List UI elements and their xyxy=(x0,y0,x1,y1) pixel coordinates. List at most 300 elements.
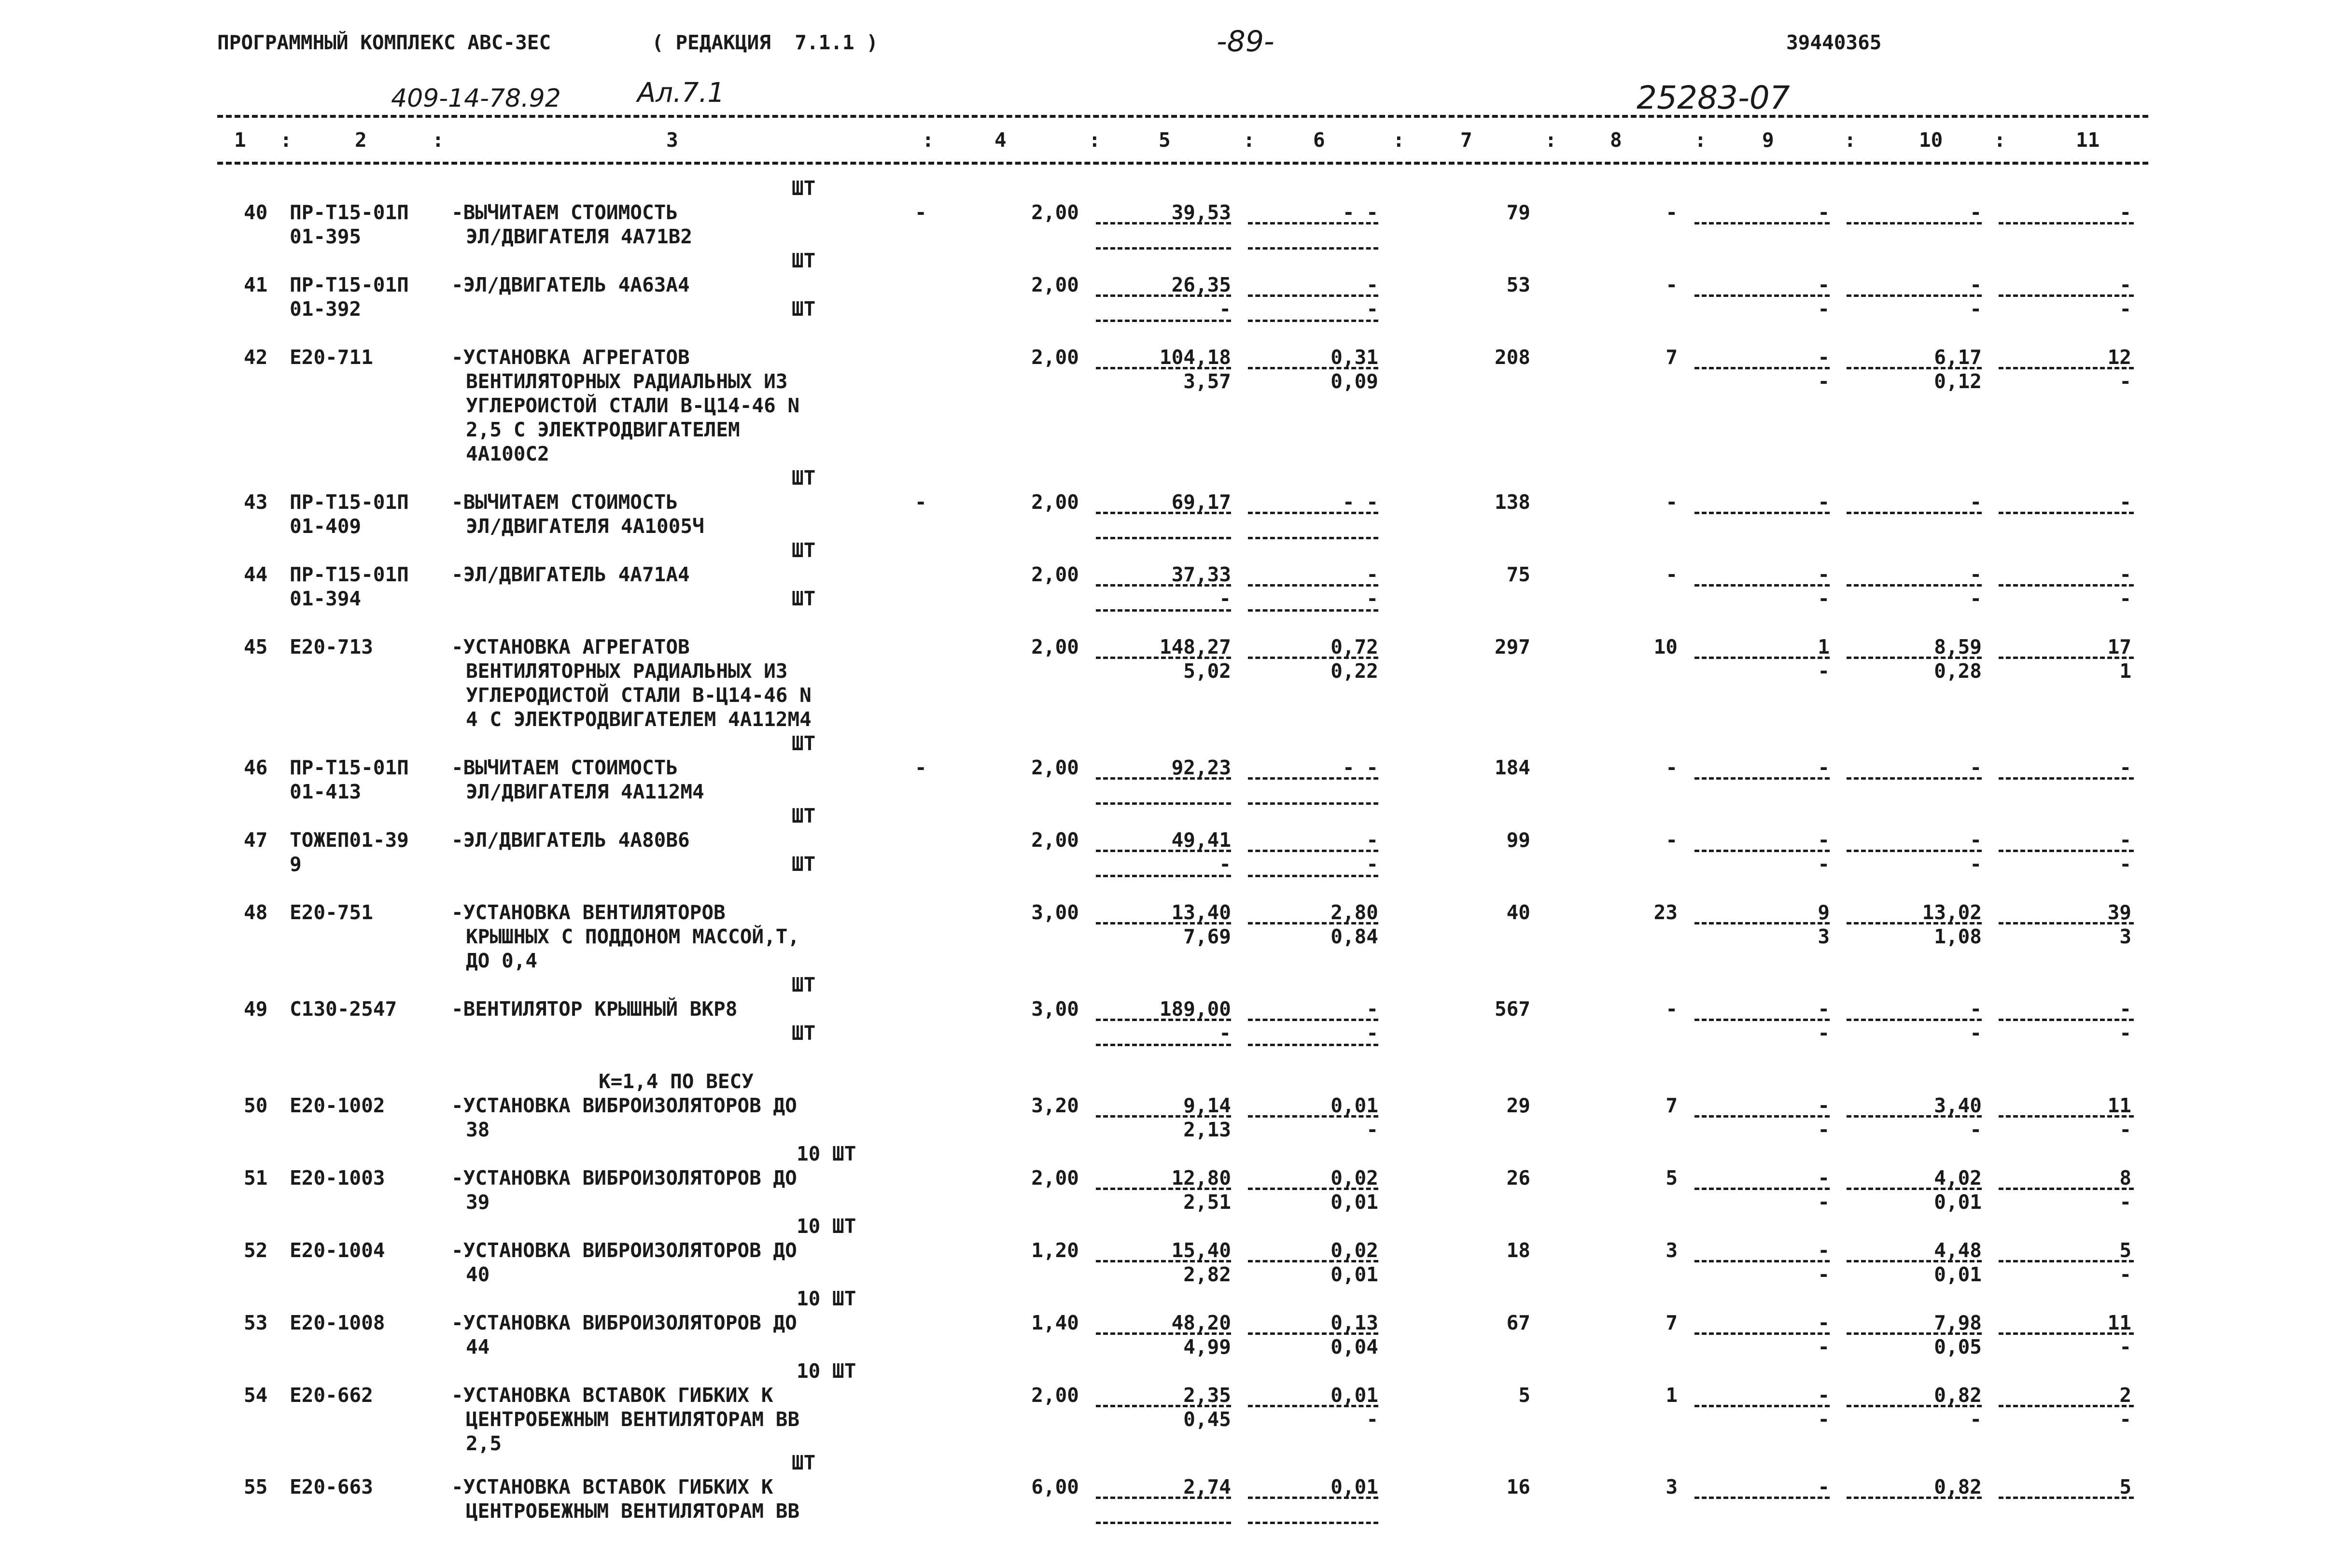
cell-rule xyxy=(1847,777,1982,780)
cell-c6: - - xyxy=(1342,490,1378,514)
rate-code: ПР-Т15-01П xyxy=(290,756,409,779)
cell-rule xyxy=(1096,1332,1231,1335)
cell-c6b: 0,01 xyxy=(1330,1263,1378,1286)
sheet-number-handwritten: 25283-07 xyxy=(1637,79,1790,116)
work-description: ЭЛ/ДВИГАТЕЛЯ 4А1005Ч xyxy=(466,515,704,538)
cell-c6: 0,13 xyxy=(1330,1311,1378,1334)
cell-c6: 0,02 xyxy=(1330,1239,1378,1262)
cell-c6: 0,01 xyxy=(1330,1384,1378,1407)
row-number: 44 xyxy=(244,563,268,586)
cell-c9b: - xyxy=(1818,1118,1830,1141)
cell-rule xyxy=(1248,1332,1378,1335)
cell-c9b: - xyxy=(1818,1263,1830,1286)
cell-rule xyxy=(1248,1405,1378,1407)
column-header-5: 5 xyxy=(1159,128,1171,152)
work-description: ВЕНТИЛЯТОРНЫХ РАДИАЛЬНЫХ ИЗ xyxy=(466,370,788,393)
header-rule-bottom xyxy=(217,162,2148,165)
cell-rule xyxy=(1248,1497,1378,1499)
column-separator: : xyxy=(1545,128,1557,152)
cell-c8: - xyxy=(1666,828,1678,852)
column-header-2: 2 xyxy=(355,128,367,152)
rate-code: ПР-Т15-01П xyxy=(290,273,409,296)
cell-c4: 3,20 xyxy=(1031,1094,1079,1117)
cell-c10b: - xyxy=(1970,587,1982,610)
cell-c11: 39 xyxy=(2107,901,2131,924)
cell-c5: 9,14 xyxy=(1183,1094,1231,1117)
cell-c6: - xyxy=(1366,828,1378,852)
doc-number-handwritten: 409-14-78.92 xyxy=(391,84,561,113)
cell-rule xyxy=(1096,609,1231,612)
cell-c5: 48,20 xyxy=(1171,1311,1231,1334)
cell-c10b: - xyxy=(1970,1022,1982,1045)
cell-c10: - xyxy=(1970,997,1982,1021)
cell-c5: 2,74 xyxy=(1183,1475,1231,1498)
cell-c10: - xyxy=(1970,490,1982,514)
cell-c10: 4,02 xyxy=(1934,1166,1982,1190)
rate-code: ПР-Т15-01П xyxy=(290,563,409,586)
cell-c9: - xyxy=(1818,1166,1830,1190)
cell-c7: 79 xyxy=(1506,201,1530,224)
column-header-1: 1 xyxy=(234,128,246,152)
cell-c11b: 1 xyxy=(2119,659,2131,683)
work-description: 4А100С2 xyxy=(466,442,549,465)
cell-rule xyxy=(1847,1188,1982,1190)
unit-label: К=1,4 ПО ВЕСУ xyxy=(599,1070,754,1093)
cell-c9: - xyxy=(1818,1094,1830,1117)
cell-c8: - xyxy=(1666,490,1678,514)
unit-label: ШТ xyxy=(792,466,816,490)
cell-c9: - xyxy=(1818,490,1830,514)
unit-label: 10 ШТ xyxy=(797,1359,856,1383)
work-description: -УСТАНОВКА АГРЕГАТОВ xyxy=(451,346,690,369)
cell-rule xyxy=(1096,294,1231,297)
column-separator: : xyxy=(1089,128,1101,152)
work-description: 38 xyxy=(466,1118,490,1141)
rate-code: Е20-711 xyxy=(290,346,373,369)
cell-rule xyxy=(1999,222,2134,224)
cell-c11b: - xyxy=(2119,853,2131,876)
unit-label: ШТ xyxy=(792,539,816,562)
cell-c9: - xyxy=(1818,997,1830,1021)
cell-rule xyxy=(1096,537,1231,539)
column-header-6: 6 xyxy=(1313,128,1325,152)
cell-rule xyxy=(1847,222,1982,224)
cell-rule xyxy=(1694,922,1830,924)
cell-c5: 15,40 xyxy=(1171,1239,1231,1262)
cell-c6: 0,01 xyxy=(1330,1094,1378,1117)
column-separator: : xyxy=(1393,128,1405,152)
cell-rule xyxy=(1847,850,1982,852)
cell-c10: 6,17 xyxy=(1934,346,1982,369)
unit-label: ШТ xyxy=(792,1451,816,1474)
cell-c11b: - xyxy=(2119,297,2131,321)
cell-c4: 2,00 xyxy=(1031,756,1079,779)
cell-c5: 37,33 xyxy=(1171,563,1231,586)
cell-rule xyxy=(1096,777,1231,780)
cell-rule xyxy=(1096,802,1231,805)
cell-rule xyxy=(1694,294,1830,297)
cell-rule xyxy=(1694,367,1830,369)
cell-c4: 2,00 xyxy=(1031,1166,1079,1190)
column-header-9: 9 xyxy=(1762,128,1774,152)
cell-c10: 8,59 xyxy=(1934,635,1982,658)
cell-c10: - xyxy=(1970,273,1982,296)
cell-c5: 12,80 xyxy=(1171,1166,1231,1190)
cell-c7: 297 xyxy=(1494,635,1530,658)
cell-c11: - xyxy=(2119,490,2131,514)
cell-c7: 208 xyxy=(1494,346,1530,369)
cell-c5: 189,00 xyxy=(1159,997,1231,1021)
cell-c8: 23 xyxy=(1653,901,1678,924)
cell-c5b: 2,51 xyxy=(1183,1190,1231,1214)
cell-rule xyxy=(1694,512,1830,514)
cell-c10b: - xyxy=(1970,1408,1982,1431)
work-description: -УСТАНОВКА АГРЕГАТОВ xyxy=(451,635,690,658)
work-description: КРЫШНЫХ С ПОДДОНОМ МАССОЙ,Т, xyxy=(466,925,800,948)
work-description: ЭЛ/ДВИГАТЕЛЯ 4А71В2 xyxy=(466,225,692,248)
column-separator: : xyxy=(432,128,444,152)
cell-c5: 13,40 xyxy=(1171,901,1231,924)
cell-rule xyxy=(1096,850,1231,852)
work-description: ДО 0,4 xyxy=(466,949,538,972)
cell-c11b: - xyxy=(2119,1118,2131,1141)
cell-rule xyxy=(1847,367,1982,369)
header-rule-top xyxy=(217,115,2148,118)
cell-rule xyxy=(1999,850,2134,852)
cell-c6b: 0,01 xyxy=(1330,1190,1378,1214)
cell-c5b: 7,69 xyxy=(1183,925,1231,948)
cell-c7: 53 xyxy=(1506,273,1530,296)
work-description: -УСТАНОВКА ВСТАВОК ГИБКИХ К xyxy=(451,1475,773,1498)
rate-code: ТОЖЕП01-39 xyxy=(290,828,409,852)
cell-rule xyxy=(1248,609,1378,612)
rate-code: Е20-1003 xyxy=(290,1166,385,1190)
row-number: 46 xyxy=(244,756,268,779)
deduct-sign: - xyxy=(915,490,927,514)
cell-c10b: 0,12 xyxy=(1934,370,1982,393)
cell-rule xyxy=(1694,1260,1830,1262)
cell-c5b: - xyxy=(1219,853,1231,876)
row-number: 42 xyxy=(244,346,268,369)
cell-c11b: 3 xyxy=(2119,925,2131,948)
cell-c9b: - xyxy=(1818,297,1830,321)
cell-c7: 99 xyxy=(1506,828,1530,852)
cell-c8: - xyxy=(1666,201,1678,224)
cell-rule xyxy=(1096,657,1231,659)
cell-c7: 67 xyxy=(1506,1311,1530,1334)
cell-c5: 39,53 xyxy=(1171,201,1231,224)
cell-c4: 6,00 xyxy=(1031,1475,1079,1498)
column-header-7: 7 xyxy=(1460,128,1472,152)
cell-c10b: 0,01 xyxy=(1934,1263,1982,1286)
unit-label: ШТ xyxy=(792,1022,816,1045)
cell-c8: - xyxy=(1666,273,1678,296)
row-number: 41 xyxy=(244,273,268,296)
cell-rule xyxy=(1248,1019,1378,1021)
cell-rule xyxy=(1248,1522,1378,1524)
cell-c4: 1,40 xyxy=(1031,1311,1079,1334)
cell-rule xyxy=(1694,1115,1830,1118)
cell-c11: 17 xyxy=(2107,635,2131,658)
rate-code-cont: 01-409 xyxy=(290,515,362,538)
cell-rule xyxy=(1096,247,1231,250)
cell-rule xyxy=(1847,1405,1982,1407)
cell-c11: 11 xyxy=(2107,1311,2131,1334)
cell-rule xyxy=(1999,367,2134,369)
rate-code: Е20-713 xyxy=(290,635,373,658)
cell-c5: 69,17 xyxy=(1171,490,1231,514)
cell-c10b: - xyxy=(1970,297,1982,321)
cell-rule xyxy=(1096,367,1231,369)
cell-c11: - xyxy=(2119,273,2131,296)
column-header-4: 4 xyxy=(994,128,1007,152)
work-description: -ЭЛ/ДВИГАТЕЛЬ 4А63А4 xyxy=(451,273,690,296)
cell-rule xyxy=(1999,1497,2134,1499)
cell-rule xyxy=(1999,584,2134,587)
cell-c9: - xyxy=(1818,1384,1830,1407)
work-description: 4 С ЭЛЕКТРОДВИГАТЕЛЕМ 4А112М4 xyxy=(466,708,812,731)
cell-rule xyxy=(1847,922,1982,924)
cell-rule xyxy=(1999,1332,2134,1335)
unit-label: ШТ xyxy=(792,853,816,876)
unit-label: ШТ xyxy=(792,177,816,200)
work-description: 44 xyxy=(466,1335,490,1358)
cell-c10: 7,98 xyxy=(1934,1311,1982,1334)
cell-rule xyxy=(1999,922,2134,924)
cell-rule xyxy=(1694,222,1830,224)
work-description: 39 xyxy=(466,1190,490,1214)
cell-c8: 7 xyxy=(1666,1094,1678,1117)
work-description: -УСТАНОВКА ВИБРОИЗОЛЯТОРОВ ДО xyxy=(451,1166,797,1190)
work-description: ВЕНТИЛЯТОРНЫХ РАДИАЛЬНЫХ ИЗ xyxy=(466,659,788,683)
column-header-11: 11 xyxy=(2076,128,2100,152)
cell-rule xyxy=(1847,657,1982,659)
work-description: 2,5 xyxy=(466,1432,502,1455)
cell-c9: - xyxy=(1818,1311,1830,1334)
cell-c9: - xyxy=(1818,201,1830,224)
cell-rule xyxy=(1694,850,1830,852)
cell-rule xyxy=(1096,584,1231,587)
page-number: -89- xyxy=(1217,25,1274,58)
cell-c10b: - xyxy=(1970,853,1982,876)
unit-label: ШТ xyxy=(792,587,816,610)
cell-c10: - xyxy=(1970,828,1982,852)
cell-rule xyxy=(1847,1497,1982,1499)
cell-c8: 5 xyxy=(1666,1166,1678,1190)
rate-code: Е20-1008 xyxy=(290,1311,385,1334)
cell-rule xyxy=(1248,802,1378,805)
cell-c4: 2,00 xyxy=(1031,273,1079,296)
unit-label: 10 ШТ xyxy=(797,1215,856,1238)
cell-c6b: 0,84 xyxy=(1330,925,1378,948)
rate-code: С130-2547 xyxy=(290,997,397,1021)
cell-rule xyxy=(1096,512,1231,514)
work-description: ЦЕНТРОБЕЖНЫМ ВЕНТИЛЯТОРАМ ВВ xyxy=(466,1408,800,1431)
cell-rule xyxy=(1248,1188,1378,1190)
cell-c4: 2,00 xyxy=(1031,1384,1079,1407)
cell-rule xyxy=(1248,657,1378,659)
cell-c9: 1 xyxy=(1818,635,1830,658)
cell-c9b: - xyxy=(1818,853,1830,876)
work-description: 2,5 С ЭЛЕКТРОДВИГАТЕЛЕМ xyxy=(466,418,740,441)
cell-c6: 0,31 xyxy=(1330,346,1378,369)
cell-rule xyxy=(1248,584,1378,587)
cell-c9b: - xyxy=(1818,659,1830,683)
cell-c6: - - xyxy=(1342,201,1378,224)
cell-rule xyxy=(1694,657,1830,659)
cell-c6b: - xyxy=(1366,1118,1378,1141)
cell-c11b: - xyxy=(2119,1408,2131,1431)
cell-rule xyxy=(1248,320,1378,322)
cell-c4: 1,20 xyxy=(1031,1239,1079,1262)
cell-c9: - xyxy=(1818,756,1830,779)
rate-code-cont: 01-394 xyxy=(290,587,362,610)
cell-rule xyxy=(1248,247,1378,250)
cell-c5: 49,41 xyxy=(1171,828,1231,852)
cell-c10: - xyxy=(1970,201,1982,224)
column-header-10: 10 xyxy=(1919,128,1943,152)
work-description: -ЭЛ/ДВИГАТЕЛЬ 4А71А4 xyxy=(451,563,690,586)
row-number: 53 xyxy=(244,1311,268,1334)
cell-c8: - xyxy=(1666,997,1678,1021)
cell-c6b: 0,09 xyxy=(1330,370,1378,393)
cell-rule xyxy=(1694,1332,1830,1335)
cell-c5b: 2,13 xyxy=(1183,1118,1231,1141)
column-header-3: 3 xyxy=(666,128,678,152)
work-description: -ВЫЧИТАЕМ СТОИМОСТЬ xyxy=(451,756,678,779)
rate-code: Е20-662 xyxy=(290,1384,373,1407)
rate-code-cont: 9 xyxy=(290,853,302,876)
cell-c4: 2,00 xyxy=(1031,828,1079,852)
cell-c4: 2,00 xyxy=(1031,635,1079,658)
column-separator: : xyxy=(280,128,292,152)
cell-rule xyxy=(1999,1260,2134,1262)
cell-c7: 75 xyxy=(1506,563,1530,586)
cell-c8: 1 xyxy=(1666,1384,1678,1407)
cell-c4: 2,00 xyxy=(1031,563,1079,586)
cell-c10: 0,82 xyxy=(1934,1475,1982,1498)
cell-c7: 567 xyxy=(1494,997,1530,1021)
column-separator: : xyxy=(1243,128,1255,152)
cell-rule xyxy=(1694,584,1830,587)
cell-c5: 148,27 xyxy=(1159,635,1231,658)
row-number: 43 xyxy=(244,490,268,514)
cell-c5b: 3,57 xyxy=(1183,370,1231,393)
row-number: 49 xyxy=(244,997,268,1021)
cell-c11: - xyxy=(2119,828,2131,852)
cell-rule xyxy=(1847,584,1982,587)
cell-rule xyxy=(1248,1260,1378,1262)
cell-c9: - xyxy=(1818,1475,1830,1498)
cell-rule xyxy=(1999,1405,2134,1407)
cell-rule xyxy=(1847,1332,1982,1335)
cell-c8: - xyxy=(1666,756,1678,779)
cell-c11: 11 xyxy=(2107,1094,2131,1117)
work-description: ЭЛ/ДВИГАТЕЛЯ 4А112М4 xyxy=(466,780,704,803)
cell-c5b: - xyxy=(1219,1022,1231,1045)
cell-c5: 92,23 xyxy=(1171,756,1231,779)
deduct-sign: - xyxy=(915,201,927,224)
unit-label: 10 ШТ xyxy=(797,1287,856,1310)
cell-c11: - xyxy=(2119,756,2131,779)
column-separator: : xyxy=(1694,128,1707,152)
cell-c9b: - xyxy=(1818,587,1830,610)
cell-c4: 3,00 xyxy=(1031,997,1079,1021)
work-description: -ВЫЧИТАЕМ СТОИМОСТЬ xyxy=(451,201,678,224)
cell-c11b: - xyxy=(2119,587,2131,610)
column-separator: : xyxy=(922,128,934,152)
cell-c10b: 0,01 xyxy=(1934,1190,1982,1214)
document-code: 39440365 xyxy=(1786,31,1882,54)
row-number: 48 xyxy=(244,901,268,924)
cell-c10: 3,40 xyxy=(1934,1094,1982,1117)
cell-c9: - xyxy=(1818,828,1830,852)
cell-rule xyxy=(1248,1115,1378,1118)
cell-rule xyxy=(1847,1260,1982,1262)
work-description: 40 xyxy=(466,1263,490,1286)
row-number: 52 xyxy=(244,1239,268,1262)
cell-c7: 26 xyxy=(1506,1166,1530,1190)
cell-c11: 5 xyxy=(2119,1475,2131,1498)
work-description: -ЭЛ/ДВИГАТЕЛЬ 4А80В6 xyxy=(451,828,690,852)
work-description: -УСТАНОВКА ВИБРОИЗОЛЯТОРОВ ДО xyxy=(451,1311,797,1334)
cell-rule xyxy=(1847,1019,1982,1021)
unit-label: ШТ xyxy=(792,804,816,827)
rate-code: Е20-1004 xyxy=(290,1239,385,1262)
cell-c5: 26,35 xyxy=(1171,273,1231,296)
cell-c9: - xyxy=(1818,1239,1830,1262)
cell-c11b: - xyxy=(2119,1263,2131,1286)
cell-c5b: - xyxy=(1219,297,1231,321)
cell-c6: 0,02 xyxy=(1330,1166,1378,1190)
cell-rule xyxy=(1847,294,1982,297)
cell-rule xyxy=(1694,1497,1830,1499)
cell-rule xyxy=(1694,1019,1830,1021)
cell-c5b: - xyxy=(1219,587,1231,610)
cell-rule xyxy=(1999,777,2134,780)
cell-c9: 9 xyxy=(1818,901,1830,924)
cell-c9: - xyxy=(1818,563,1830,586)
cell-c7: 29 xyxy=(1506,1094,1530,1117)
cell-c8: 7 xyxy=(1666,346,1678,369)
cell-c8: 3 xyxy=(1666,1475,1678,1498)
cell-rule xyxy=(1847,1115,1982,1118)
cell-c9b: - xyxy=(1818,1190,1830,1214)
cell-rule xyxy=(1999,512,2134,514)
row-number: 47 xyxy=(244,828,268,852)
work-description: -УСТАНОВКА ВСТАВОК ГИБКИХ К xyxy=(451,1384,773,1407)
cell-rule xyxy=(1999,1115,2134,1118)
album-handwritten: Ал.7.1 xyxy=(637,77,725,109)
cell-c5b: 2,82 xyxy=(1183,1263,1231,1286)
deduct-sign: - xyxy=(915,756,927,779)
unit-label: ШТ xyxy=(792,732,816,755)
cell-rule xyxy=(1999,657,2134,659)
cell-c6b: - xyxy=(1366,1408,1378,1431)
work-description: -ВЕНТИЛЯТОР КРЫШНЫЙ ВКР8 xyxy=(451,997,738,1021)
rate-code: ПР-Т15-01П xyxy=(290,201,409,224)
work-description: -ВЫЧИТАЕМ СТОИМОСТЬ xyxy=(451,490,678,514)
cell-c10b: - xyxy=(1970,1118,1982,1141)
cell-rule xyxy=(1096,922,1231,924)
work-description: -УСТАНОВКА ВЕНТИЛЯТОРОВ xyxy=(451,901,726,924)
row-number: 54 xyxy=(244,1384,268,1407)
cell-c11b: - xyxy=(2119,1022,2131,1045)
rate-code-cont: 01-392 xyxy=(290,297,362,321)
cell-c7: 16 xyxy=(1506,1475,1530,1498)
cell-c6: 2,80 xyxy=(1330,901,1378,924)
cell-rule xyxy=(1694,777,1830,780)
